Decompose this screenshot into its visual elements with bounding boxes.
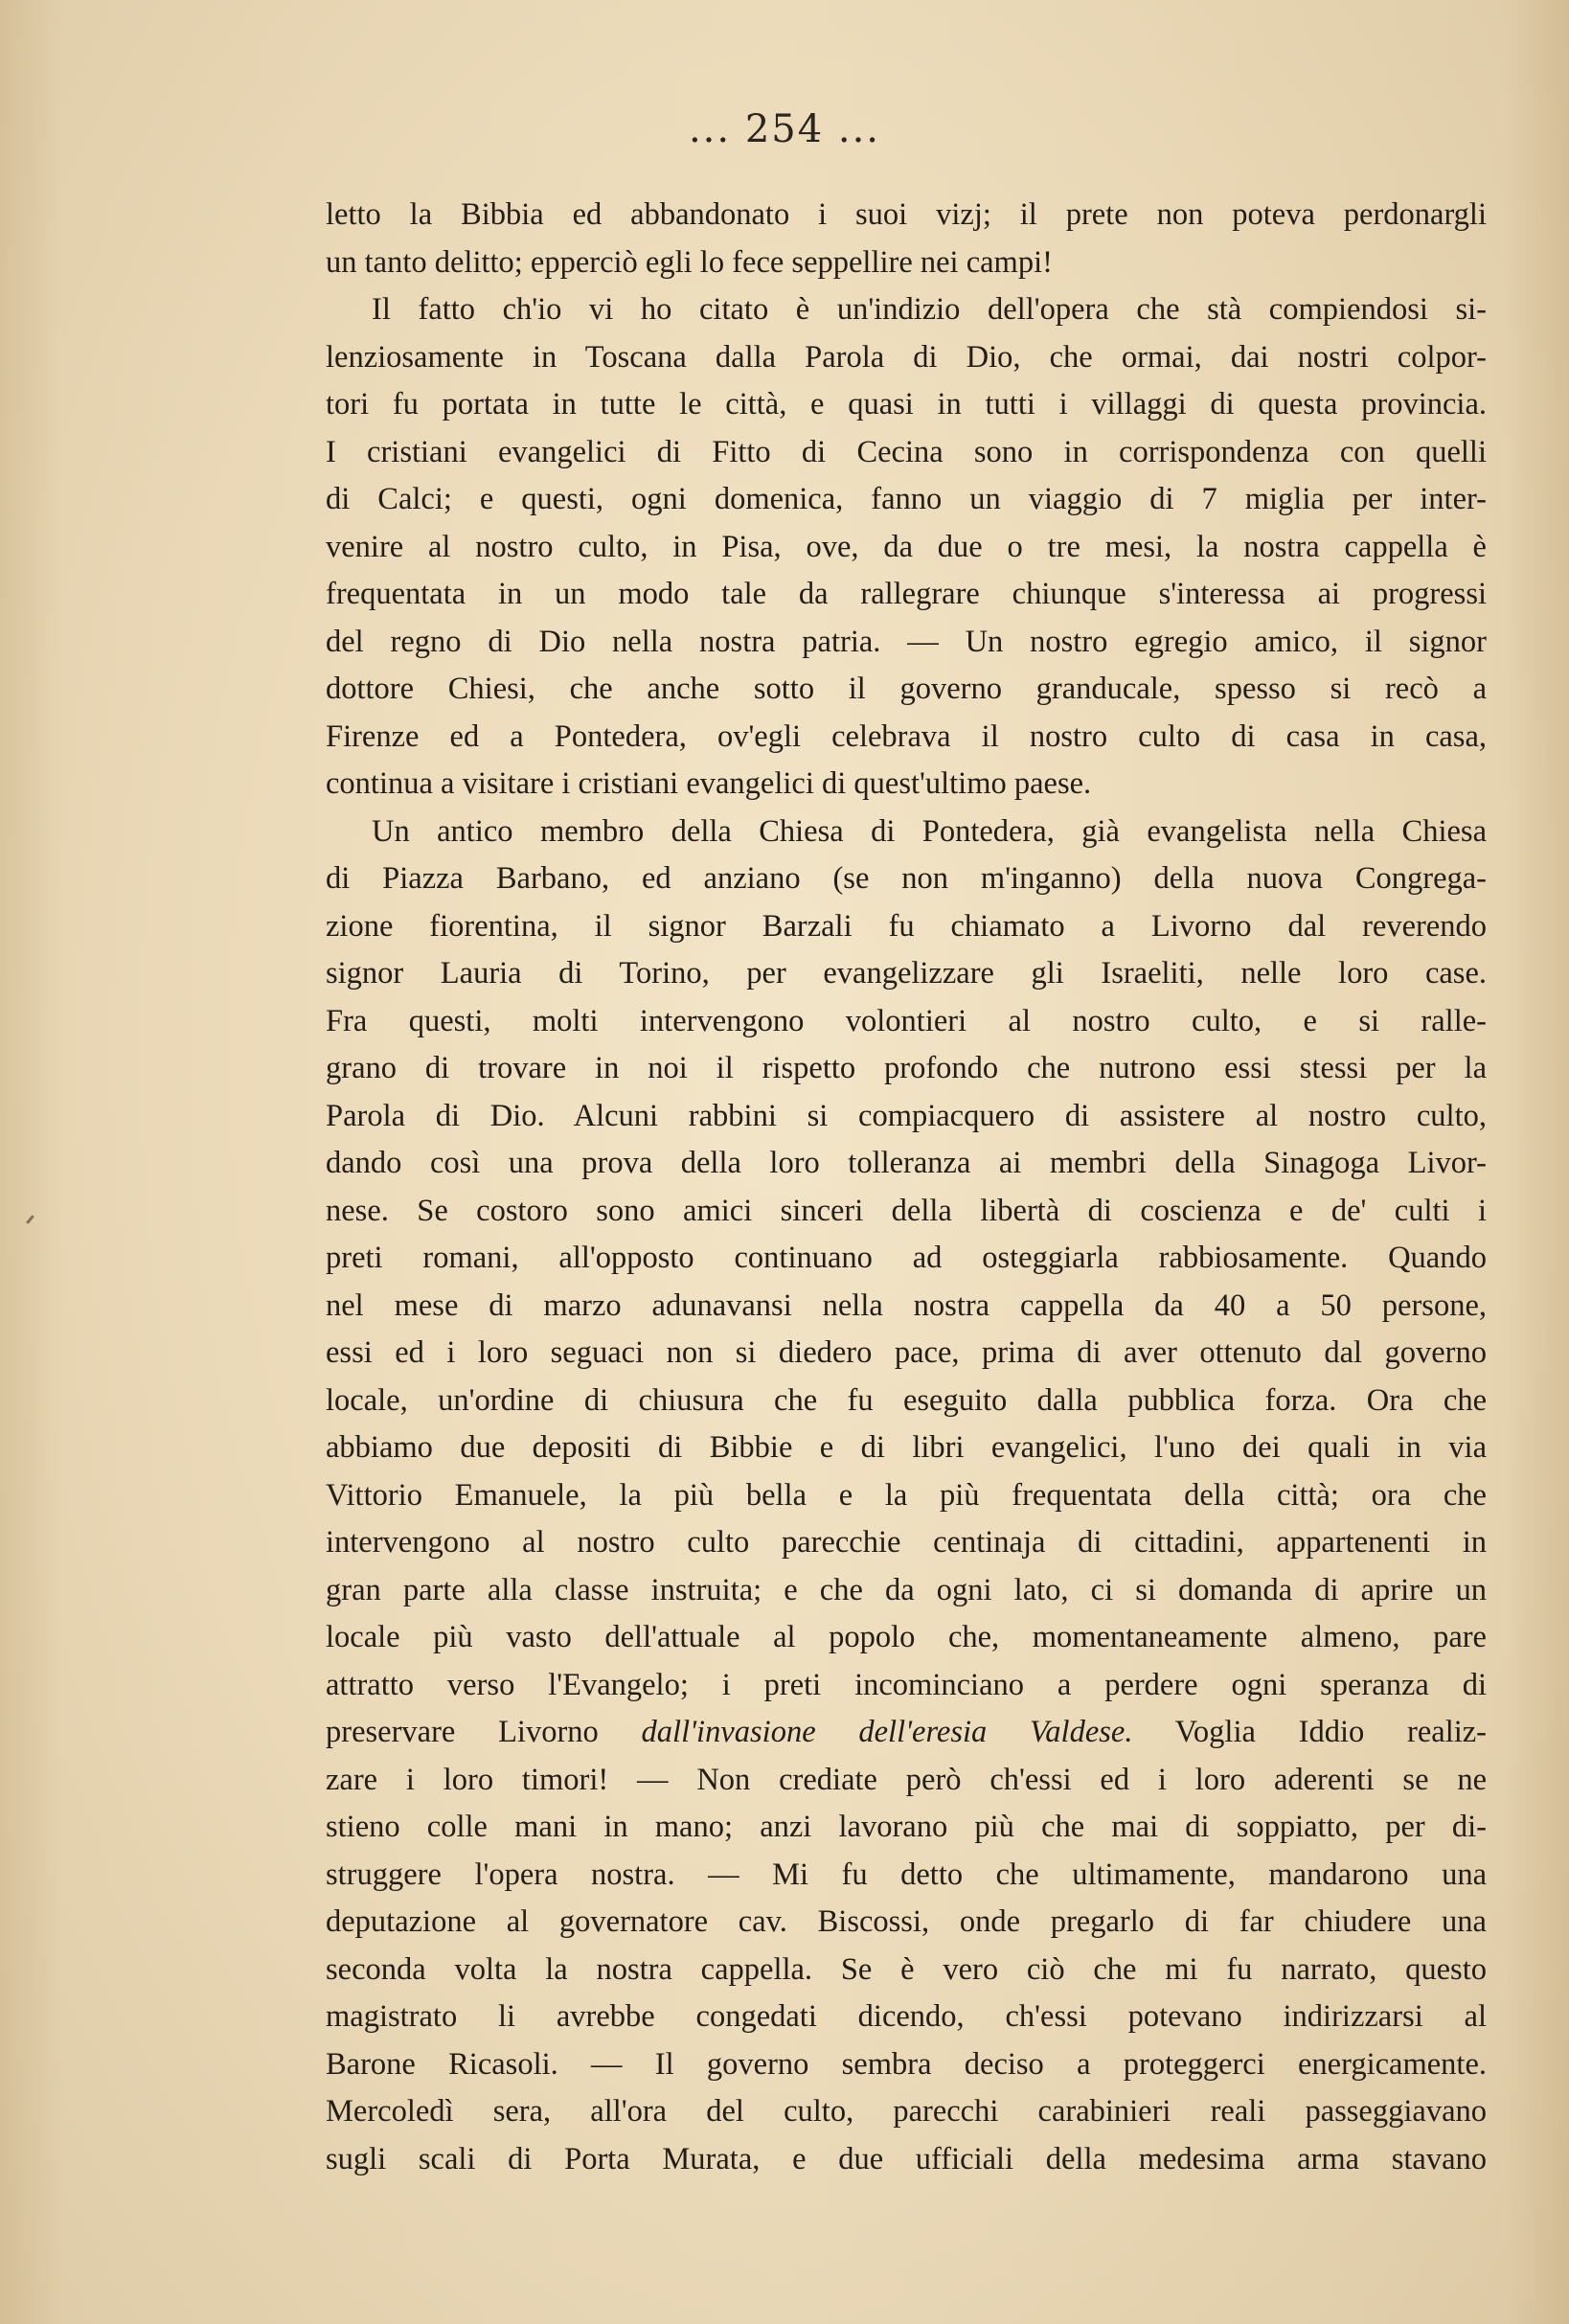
text-line: Il fatto ch'io vi ho citato è un'indizio dell'opera che stà compiendosi si- [372,292,1487,327]
text-line: venire al nostro culto, in Pisa, ove, da due o tre mesi, la nostra cappella è [326,529,1487,564]
text-line: gran parte alla classe instruita; e che da ogni lato, ci si domanda di aprire un [326,1572,1487,1607]
text-line: Vittorio Emanuele, la più bella e la più frequentata della città; ora che [326,1477,1487,1513]
text-line: Parola di Dio. Alcuni rabbini si compiacquero di assistere al nostro culto, [326,1098,1487,1133]
text-line: sugli scali di Porta Murata, e due ufficiali della medesima arma stavano [326,2141,1487,2176]
text-line: dando così una prova della loro tolleranza ai membri della Sinagoga Livor- [326,1146,1487,1180]
paper-speck [26,1215,34,1224]
text-line: stieno colle mani in mano; anzi lavorano più che mai di soppiatto, per di- [326,1810,1487,1844]
text-line: di Piazza Barbano, ed anziano (se non m'inganno) della nuova Congrega- [326,861,1487,896]
text-segment: preservare Livorno [326,1715,642,1749]
text-line: abbiamo due depositi di Bibbie e di libri evangelici, l'uno dei quali in via [326,1430,1487,1465]
text-line: dottore Chiesi, che anche sotto il governo granducale, spesso si recò a [326,672,1487,706]
text-segment: Voglia Iddio realiz- [1132,1715,1487,1749]
text-line: lenziosamente in Toscana dalla Parola di Dio, che ormai, dai nostri colpor- [326,339,1487,375]
page-number: ... 254 ... [688,107,881,151]
text-line: letto la Bibbia ed abbandonato i suoi vizj; il prete non poteva perdonargli [326,197,1487,232]
body-text [326,192,1487,2183]
text-line: I cristiani evangelici di Fitto di Cecina sono in corrispondenza con quelli [326,434,1487,469]
text-line: del regno di Dio nella nostra patria. — Un nostro egregio amico, il signor [326,624,1487,659]
text-line: di Calci; e questi, ogni domenica, fanno un viaggio di 7 miglia per inter- [326,482,1487,516]
text-line: continua a visitare i cristiani evangelici di quest'ultimo paese. [326,766,1092,801]
text-line: zare i loro timori! — Non crediate però ch'essi ed i loro aderenti se ne [326,1762,1487,1797]
text-line: un tanto delitto; epperciò egli lo fece seppellire nei campi! [326,244,1053,280]
text-line: frequentata in un modo tale da rallegrare chiunque s'interessa ai progressi [326,577,1487,611]
text-line: tori fu portata in tutte le città, e quasi in tutti i villaggi di questa provincia. [326,387,1487,422]
text-line: deputazione al governatore cav. Biscossi, onde pregarlo di far chiudere una [326,1904,1487,1939]
text-line: locale, un'ordine di chiusura che fu eseguito dalla pubblica forza. Ora che [326,1382,1487,1418]
text-line: preti romani, all'opposto continuano ad osteggiarla rabbiosamente. Quando [326,1241,1487,1275]
text-line: Mercoledì sera, all'ora del culto, parecchi carabinieri reali passeggiavano [326,2094,1487,2129]
text-line: locale più vasto dell'attuale al popolo che, momentaneamente almeno, pare [326,1620,1487,1654]
text-line: signor Lauria di Torino, per evangelizzare gli Israeliti, nelle loro case. [326,956,1487,991]
text-line: struggere l'opera nostra. — Mi fu detto che ultimamente, mandarono una [326,1857,1487,1892]
text-line: essi ed i loro seguaci non si diedero pace, prima di aver ottenuto dal governo [326,1335,1487,1370]
italic-phrase: dall'invasione dell'eresia Valdese. [641,1715,1133,1749]
text-line: intervengono al nostro culto parecchie centinaja di cittadini, appartenenti in [326,1525,1487,1560]
text-line [326,1709,1487,1757]
text-line: Firenze ed a Pontedera, ov'egli celebrava il nostro culto di casa in casa, [326,718,1487,754]
text-line: zione fiorentina, il signor Barzali fu chiamato a Livorno dal reverendo [326,908,1487,944]
text-line: nel mese di marzo adunavansi nella nostra cappella da 40 a 50 persone, [326,1287,1487,1323]
text-line: Barone Ricasoli. — Il governo sembra deciso a proteggerci energicamente. [326,2046,1487,2082]
text-line: magistrato li avrebbe congedati dicendo, ch'essi potevano indirizzarsi al [326,1999,1487,2034]
text-line: nese. Se costoro sono amici sinceri della libertà di coscienza e de' culti i [326,1193,1487,1228]
text-line: attratto verso l'Evangelo; i preti incominciano a perdere ogni speranza di [326,1667,1487,1702]
text-line: seconda volta la nostra cappella. Se è vero ciò che mi fu narrato, questo [326,1951,1487,1987]
text-line: Un antico membro della Chiesa di Pontedera, già evangelista nella Chiesa [372,813,1487,849]
text-line: Fra questi, molti intervengono volontieri al nostro culto, e si ralle- [326,1003,1487,1038]
text-line: grano di trovare in noi il rispetto profondo che nutrono essi stessi per la [326,1051,1487,1085]
